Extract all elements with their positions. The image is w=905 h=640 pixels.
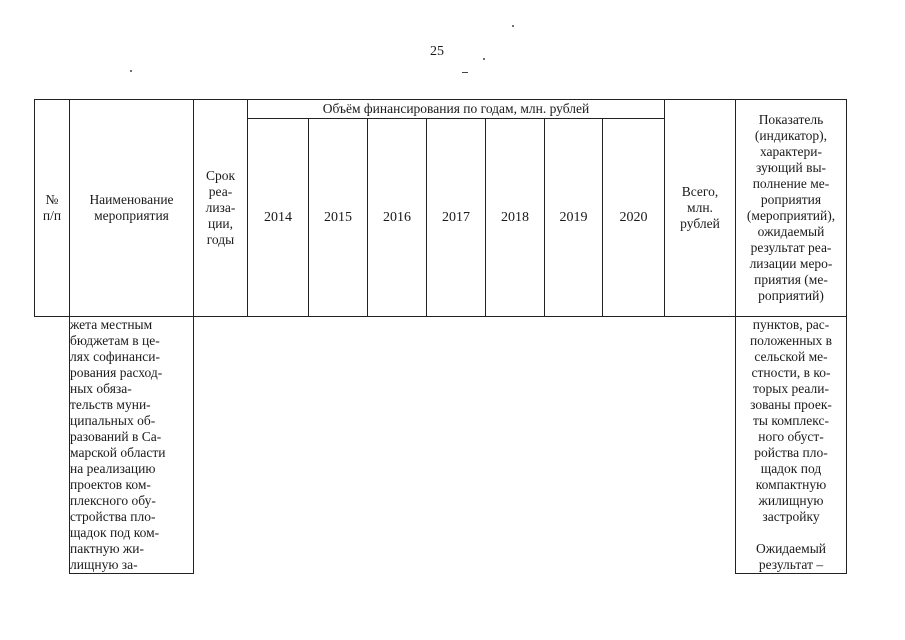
body-year-cell — [368, 317, 427, 574]
header-year: 2018 — [486, 119, 545, 317]
body-year-cell — [309, 317, 368, 574]
scan-speck — [483, 58, 485, 60]
scan-speck — [512, 25, 514, 27]
header-total: Всего, млн. рублей — [665, 100, 736, 317]
body-year-cell — [603, 317, 665, 574]
header-year: 2019 — [545, 119, 603, 317]
header-num: № п/п — [35, 100, 70, 317]
header-year: 2020 — [603, 119, 665, 317]
header-year: 2015 — [309, 119, 368, 317]
financing-table — [34, 99, 847, 574]
header-year: 2014 — [248, 119, 309, 317]
body-indicator-cell: пунктов, рас- положенных в сельской ме- стности, в ко- торых реали- зованы проек- ты комплекс- ного обуст- ройства пло- щадок под компактную жилищную застройку Ожидаемый результат – — [736, 317, 847, 574]
page-number: 25 — [430, 44, 444, 59]
header-term: Срок реа- лиза- ции, годы — [194, 100, 248, 317]
scan-speck — [462, 72, 468, 73]
scan-speck — [130, 70, 132, 72]
header-year: 2017 — [427, 119, 486, 317]
body-num-cell — [35, 317, 70, 574]
body-year-cell — [486, 317, 545, 574]
body-total-cell — [665, 317, 736, 574]
body-year-cell — [248, 317, 309, 574]
body-term-cell — [194, 317, 248, 574]
body-year-cell — [427, 317, 486, 574]
body-name-cell: жета местным бюджетам в це- лях софинанси- рования расход- ных обяза- тельств муни- ципальных об- разований в Са- марской области на реализацию проектов ком- плексного обу- стройства пло- щадок под ком- пактную жи- лищную за- — [70, 317, 194, 574]
header-name: Наименование мероприятия — [70, 100, 194, 317]
header-indicator: Показатель (индикатор), характери- зующий вы- полнение ме- роприятия (мероприятий), ожидаемый результат реа- лизации меро- приятия (ме- роприятий) — [736, 100, 847, 317]
header-funding-title: Объём финансирования по годам, млн. рублей — [248, 100, 665, 119]
header-year: 2016 — [368, 119, 427, 317]
body-year-cell — [545, 317, 603, 574]
